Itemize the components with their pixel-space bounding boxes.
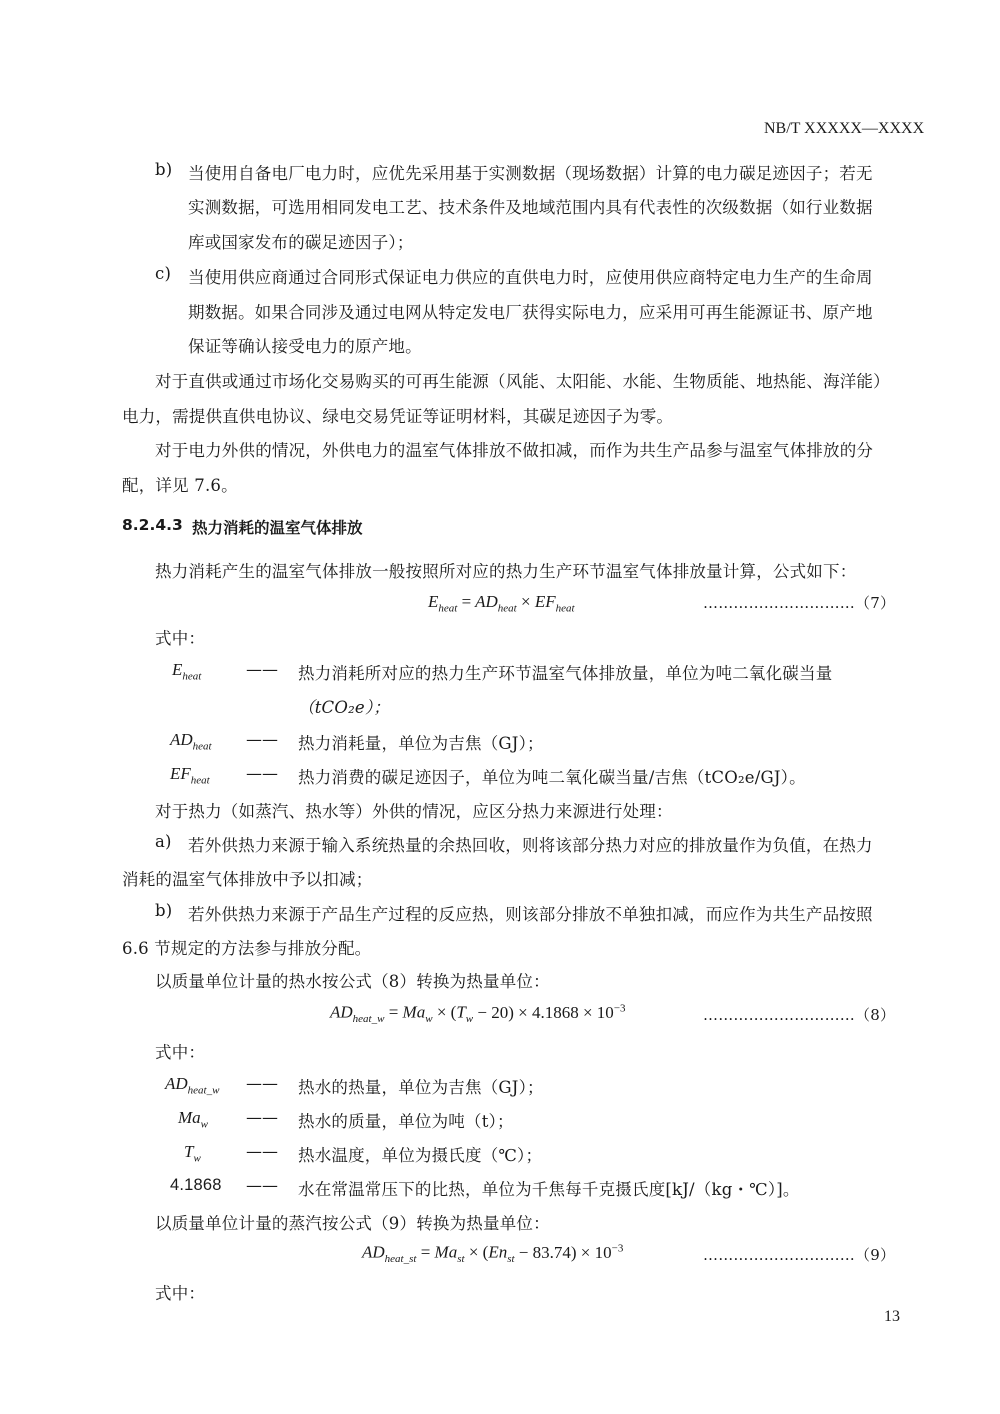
definition-dash: —— <box>246 730 278 749</box>
list-marker-a: a) <box>155 832 172 851</box>
section-intro: 热力消耗产生的温室气体排放一般按照所对应的热力生产环节温室气体排放量计算，公式如下： <box>155 562 857 581</box>
definition-dash: —— <box>246 1142 278 1161</box>
item-a-line1: 若外供热力来源于输入系统热量的余热回收，则将该部分热力对应的排放量作为负值，在热力 <box>188 836 873 855</box>
item-b-line1: 当使用自备电厂电力时，应优先采用基于实测数据（现场数据）计算的电力碳足迹因子；若无 <box>188 164 873 183</box>
equation-8: $AD_{heat\_w} = Ma_w \times (T_w - 20) \times 4.1868 \times 10^{-3}$ <box>330 1002 626 1026</box>
page-number: 13 <box>884 1308 900 1325</box>
definition-dash: —— <box>246 1108 278 1127</box>
where-label-1: 式中： <box>155 629 206 648</box>
definition-t-w: 热水温度，单位为摄氏度（℃）； <box>298 1146 543 1165</box>
definition-dash: —— <box>246 1074 278 1093</box>
symbol-ma-w: $Ma_w$ <box>178 1108 209 1131</box>
paragraph-export-line1: 对于电力外供的情况，外供电力的温室气体排放不做扣减，而作为共生产品参与温室气体排放的分 <box>155 441 874 460</box>
equation-7: $E_{heat} = AD_{heat} \times EF_{heat}$ <box>428 592 575 615</box>
definition-dash: —— <box>246 1176 278 1195</box>
definition-ef-heat: 热力消费的碳足迹因子，单位为吨二氧化碳当量/吉焦（tCO₂e/GJ）。 <box>298 768 806 787</box>
item-a-line2: 消耗的温室气体排放中予以扣减； <box>122 870 373 889</box>
definition-ma-w: 热水的质量，单位为吨（t）； <box>298 1112 514 1131</box>
equation-7-number: …………………………（7） <box>703 594 896 612</box>
paragraph-renewable-line2: 电力，需提供直供电协议、绿电交易凭证等证明材料，其碳足迹因子为零。 <box>122 407 674 426</box>
symbol-e-heat: $E_{heat}$ <box>172 660 202 683</box>
paragraph-steam: 以质量单位计量的蒸汽按公式（9）转换为热量单位： <box>155 1214 550 1233</box>
equation-8-number: …………………………（8） <box>703 1006 896 1024</box>
symbol-ad-heat-w: $AD_{heat\_w}$ <box>165 1074 220 1097</box>
definition-dash: —— <box>246 660 278 679</box>
section-title: 热力消耗的温室气体排放 <box>192 519 363 537</box>
item-b-line3: 库或国家发布的碳足迹因子）； <box>188 233 414 252</box>
where-label-2: 式中： <box>155 1043 206 1062</box>
document-code: NB/T XXXXX—XXXX <box>764 120 925 137</box>
definition-ad-heat: 热力消耗量，单位为吉焦（GJ）； <box>298 734 544 753</box>
item-c-line3: 保证等确认接受电力的原产地。 <box>188 337 422 356</box>
paragraph-export-line2: 配，详见 7.6。 <box>122 476 238 495</box>
where-label-3: 式中： <box>155 1284 206 1303</box>
symbol-ef-heat: $EF_{heat}$ <box>170 764 210 787</box>
paragraph-hot-water: 以质量单位计量的热水按公式（8）转换为热量单位： <box>155 972 550 991</box>
equation-9-number: …………………………（9） <box>703 1246 896 1264</box>
item-b2-line1: 若外供热力来源于产品生产过程的反应热，则该部分排放不单独扣减，而应作为共生产品按照 <box>188 905 873 924</box>
symbol-specific-heat: 4.1868 <box>170 1176 222 1194</box>
definition-e-heat-line1: 热力消耗所对应的热力生产环节温室气体排放量，单位为吨二氧化碳当量 <box>298 664 833 683</box>
definition-specific-heat: 水在常温常压下的比热，单位为千焦每千克摄氏度[kJ/（kg・℃）]。 <box>298 1180 800 1199</box>
symbol-ad-heat: $AD_{heat}$ <box>170 730 212 753</box>
list-marker-b2: b) <box>155 901 173 920</box>
section-number: 8.2.4.3 <box>122 516 183 534</box>
symbol-t-w: $T_w$ <box>184 1142 201 1165</box>
definition-e-heat-line2: （tCO₂e）； <box>298 698 391 717</box>
item-c-line2: 期数据。如果合同涉及通过电网从特定发电厂获得实际电力，应采用可再生能源证书、原产地 <box>188 303 873 322</box>
paragraph-heat-export: 对于热力（如蒸汽、热水等）外供的情况，应区分热力来源进行处理： <box>155 802 673 821</box>
equation-9: $AD_{heat\_st} = Ma_{st} \times (En_{st} - 83.74) \times 10^{-3}$ <box>362 1242 624 1266</box>
list-marker-b: b) <box>155 160 173 179</box>
definition-ad-heat-w: 热水的热量，单位为吉焦（GJ）； <box>298 1078 544 1097</box>
definition-dash: —— <box>246 764 278 783</box>
item-b2-line2: 6.6 节规定的方法参与排放分配。 <box>122 939 372 958</box>
list-marker-c: c) <box>155 264 172 283</box>
item-c-line1: 当使用供应商通过合同形式保证电力供应的直供电力时，应使用供应商特定电力生产的生命周 <box>188 268 873 287</box>
paragraph-renewable-line1: 对于直供或通过市场化交易购买的可再生能源（风能、太阳能、水能、生物质能、地热能、海洋能） <box>155 372 890 391</box>
item-b-line2: 实测数据，可选用相同发电工艺、技术条件及地域范围内具有代表性的次级数据（如行业数据 <box>188 198 873 217</box>
